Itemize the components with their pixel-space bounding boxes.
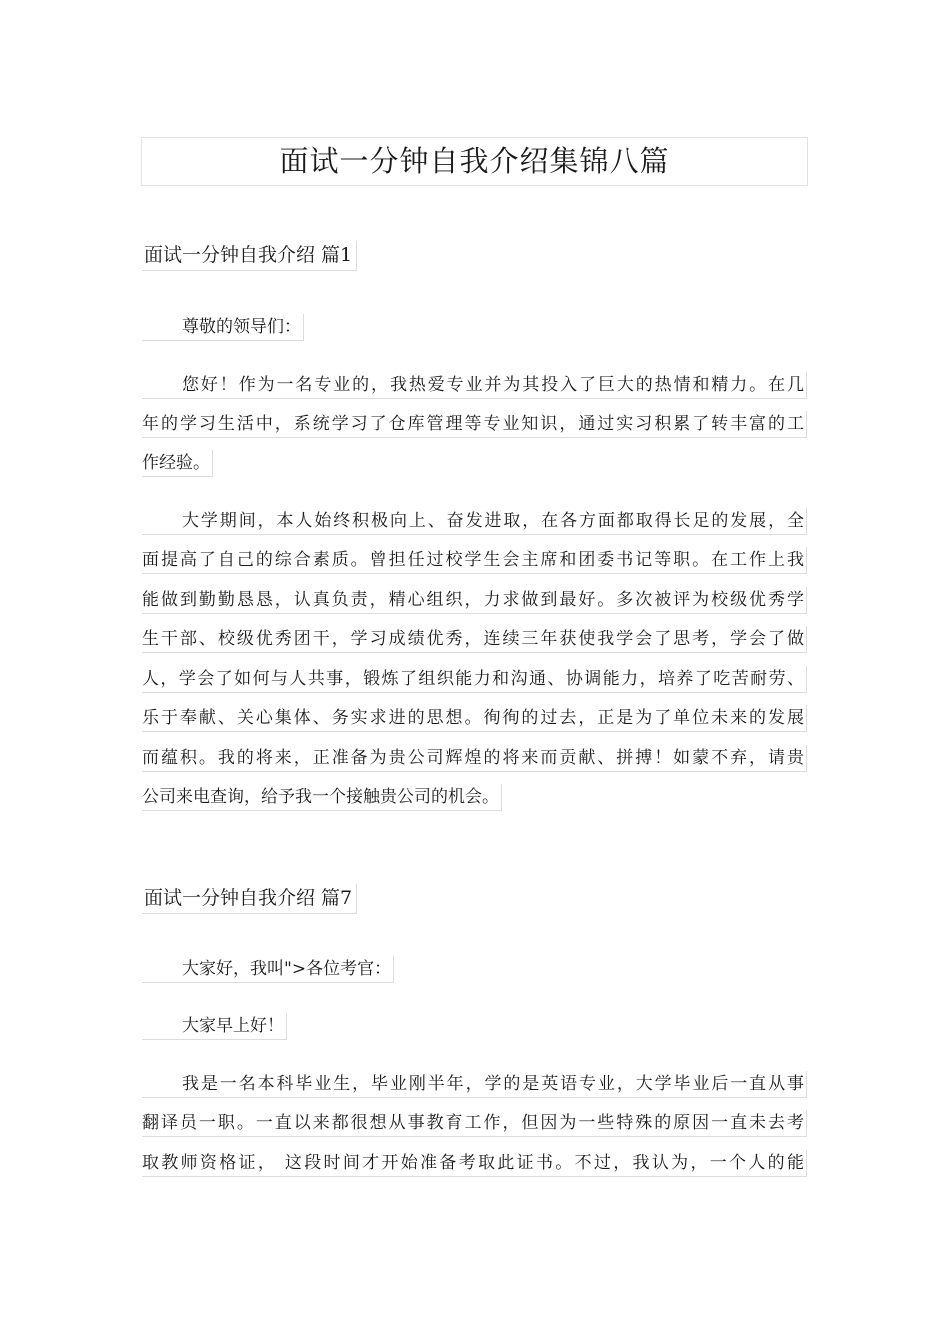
paragraph-line: 取教师资格证， 这段时间才开始准备考取此证书。不过，我认为，一个人的能 (142, 1150, 807, 1177)
section-heading-1: 面试一分钟自我介绍 篇1 (142, 241, 357, 271)
paragraph-line: 大学期间，本人始终积极向上、奋发进取，在各方面都取得长足的发展，全 (142, 508, 807, 535)
paragraph-line: 面提高了自己的综合素质。曾担任过校学生会主席和团委书记等职。在工作上我 (142, 547, 807, 574)
paragraph-line: 能做到勤勤恳恳，认真负责，精心组织，力求做到最好。多次被评为校级优秀学 (142, 587, 807, 614)
paragraph-line: 我是一名本科毕业生，毕业刚半年，学的是英语专业，大学毕业后一直从事 (142, 1071, 807, 1098)
paragraph-line: 翻译员一职。一直以来都很想从事教育工作，但因为一些特殊的原因一直未去考 (142, 1110, 807, 1137)
paragraph-line: 而蕴积。我的将来，正准备为贵公司辉煌的将来而贡献、拼搏！如蒙不弃，请贵 (142, 745, 807, 772)
salutation: 尊敬的领导们： (142, 314, 304, 341)
paragraph-line: 生干部、校级优秀团干，学习成绩优秀，连续三年获使我学会了思考，学会了做 (142, 626, 807, 653)
paragraph-line: 乐于奉献、关心集体、务实求进的思想。徇徇的过去，正是为了单位未来的发展 (142, 705, 807, 732)
paragraph-line: 您好！作为一名专业的，我热爱专业并为其投入了巨大的热情和精力。在几 (142, 372, 807, 399)
paragraph-line: 年的学习生活中，系统学习了仓库管理等专业知识，通过实习积累了转丰富的工 (142, 411, 807, 438)
document-title: 面试一分钟自我介绍集锦八篇 (141, 137, 808, 186)
paragraph-line: 人，学会了如何与人共事，锻炼了组织能力和沟通、协调能力，培养了吃苦耐劳、 (142, 666, 807, 693)
greeting-line: 大家好，我叫">各位考官： (142, 956, 394, 983)
section-heading-7: 面试一分钟自我介绍 篇7 (142, 884, 357, 914)
paragraph-line: 公司来电查询，给予我一个接触贵公司的机会。 (142, 784, 502, 811)
greeting-line: 大家早上好！ (142, 1013, 287, 1040)
paragraph-line: 作经验。 (142, 450, 213, 477)
